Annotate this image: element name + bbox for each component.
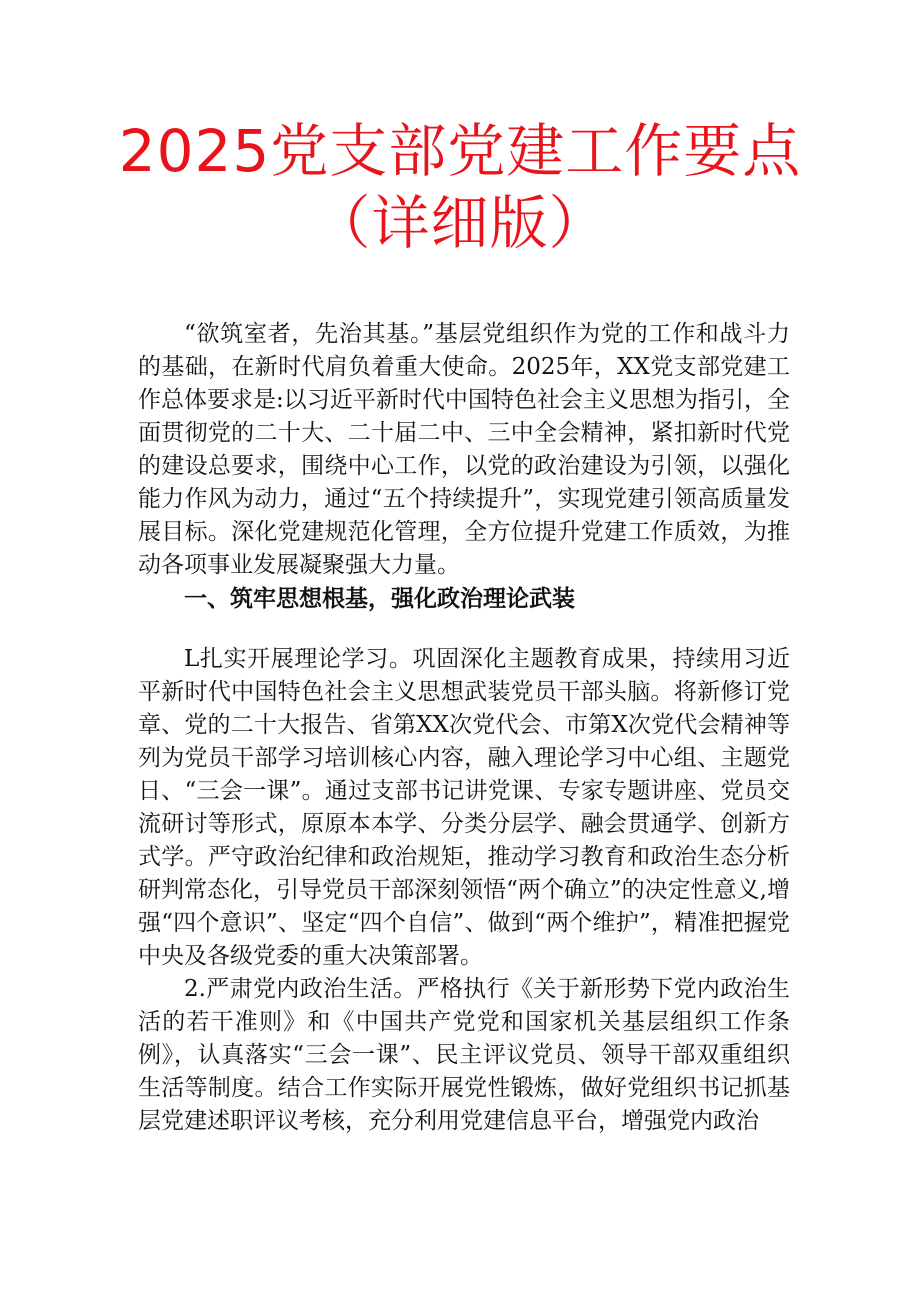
document-title: 2025党支部党建工作要点 xyxy=(118,117,802,185)
item-paragraph-1: L扎实开展理论学习。巩固深化主题教育成果，持续用习近平新时代中国特色社会主义思想武装党员干部头脑。将新修订党章、党的二十大报告、省第XX次党代会、市第X次党代会精神等列为党员干部学习培训核心内容，融入理论学习中心组、主题党日、“三会一课”。通过支部书记讲党课、专家专题讲座、党员交流研讨等形式，原原本本学、分类分层学、融会贯通学、创新方式学。严守政治纪律和政治规矩，推动学习教育和政治生态分析研判常态化，引导党员干部深刻领悟“两个确立”的决定性意义,增强“四个意识”、坚定“四个自信”、做到“两个维护”，精准把握党中央及各级党委的重大决策部署。 xyxy=(138,646,790,969)
section-spacer xyxy=(138,615,790,643)
section-heading: 一、筑牢思想根基，强化政治理论武装 xyxy=(184,585,575,612)
document-subtitle: （详细版） xyxy=(312,189,608,257)
item-paragraph-2: 2.严肃党内政治生活。严格执行《关于新形势下党内政治生活的若干准则》和《中国共产党党和国家机关基层组织工作条例》，认真落实“三会一课”、民主评议党员、领导干部双重组织生活等制度。结合工作实际开展党性锻炼，做好党组织书记抓基层党建述职评议考核，充分利用党建信息平台，增强党内政治 xyxy=(138,976,790,1134)
intro-paragraph: “欲筑室者，先治其基。”基层党组织作为党的工作和战斗力的基础，在新时代肩负着重大使命。2025年，XX党支部党建工作总体要求是:以习近平新时代中国特色社会主义思想为指引，全面贯彻党的二十大、二十届二中、三中全会精神，紧扣新时代党的建设总要求，围绕中心工作，以党的政治建设为引领，以强化能力作风为动力，通过“五个持续提升”，实现党建引领高质量发展目标。深化党建规范化管理，全方位提升党建工作质效，为推动各项事业发展凝聚强大力量。 xyxy=(138,321,790,578)
document-body xyxy=(138,318,790,1138)
